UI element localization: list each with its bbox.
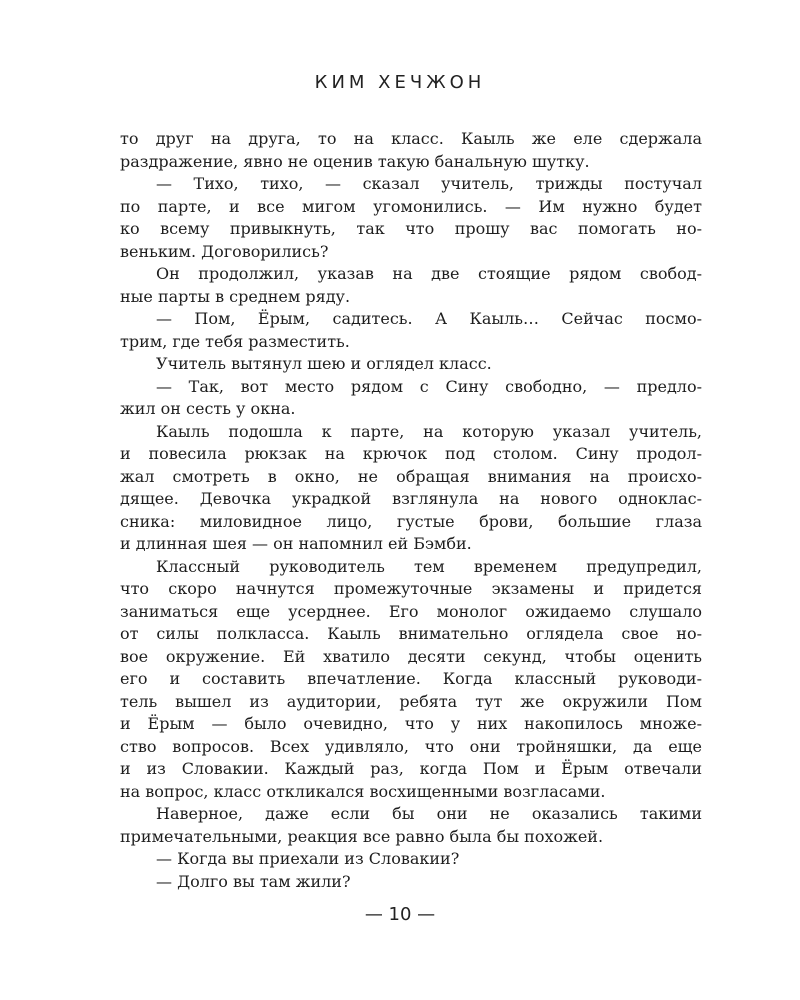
text-line: жал смотреть в окно, не обращая внимания на происхо-	[120, 466, 702, 486]
text-line: Каыль подошла к парте, на которую указал учитель,	[156, 421, 702, 441]
text-line: примечательными, реакция все равно была бы похожей.	[120, 826, 604, 846]
text-line: Классный руководитель тем временем предупредил,	[156, 556, 702, 576]
text-line: и из Словакии. Каждый раз, когда Пом и Ёрым отвечали	[120, 759, 702, 778]
text-line: дящее. Девочка украдкой взглянула на нового одноклас-	[120, 489, 702, 508]
text-line: — Когда вы приехали из Словакии?	[156, 849, 460, 868]
text-line: его и составить впечатление. Когда классный руководи-	[120, 669, 702, 688]
text-line: ство вопросов. Всех удивляло, что они тройняшки, да еще	[120, 736, 702, 756]
running-head-author: КИМ ХЕЧЖОН	[314, 72, 486, 93]
text-line: раздражение, явно не оценив такую банальную шутку.	[120, 151, 590, 171]
text-line: — Тихо, тихо, — сказал учитель, трижды постучал	[156, 174, 702, 193]
text-line: заниматься еще усерднее. Его монолог ожидаемо слушало	[120, 601, 702, 621]
text-line: — Пом, Ёрым, садитесь. А Каыль… Сейчас посмо-	[156, 309, 702, 328]
text-line: ные парты в среднем ряду.	[120, 286, 351, 306]
text-line: по парте, и все мигом угомонились. — Им нужно будет	[120, 196, 702, 216]
page-number: — 10 —	[364, 904, 436, 925]
text-line: — Так, вот место рядом с Сину свободно, — предло-	[156, 376, 702, 396]
text-line: тель вышел из аудитории, ребята тут же окружили Пом	[120, 691, 702, 711]
text-line: вое окружение. Ей хватило десяти секунд, чтобы оценить	[120, 646, 702, 666]
text-line: что скоро начнутся промежуточные экзамены и придется	[120, 579, 702, 598]
text-line: и Ёрым — было очевидно, что у них накопилось множе-	[120, 714, 702, 733]
text-line: на вопрос, класс откликался восхищенными возгласами.	[120, 781, 606, 801]
text-line: и длинная шея — он напомнил ей Бэмби.	[120, 534, 472, 553]
text-line: сника: миловидное лицо, густые брови, большие глаза	[120, 511, 702, 531]
text-line: от силы полкласса. Каыль внимательно оглядела свое но-	[120, 624, 702, 643]
body-text	[120, 128, 702, 893]
text-line: то друг на друга, то на класс. Каыль же еле сдержала	[120, 129, 702, 148]
text-line: Наверное, даже если бы они не оказались такими	[156, 804, 702, 823]
text-line: веньким. Договорились?	[120, 241, 329, 261]
text-line: — Долго вы там жили?	[156, 871, 351, 891]
text-line: трим, где тебя разместить.	[120, 331, 350, 351]
text-line: Он продолжил, указав на две стоящие рядом свобод-	[156, 264, 702, 283]
text-line: и повесила рюкзак на крючок под столом. Сину продол-	[120, 444, 702, 463]
text-line: жил он сесть у окна.	[120, 399, 296, 418]
text-line: Учитель вытянул шею и оглядел класс.	[156, 354, 492, 373]
text-line: ко всему привыкнуть, так что прошу вас помогать но-	[120, 219, 702, 238]
